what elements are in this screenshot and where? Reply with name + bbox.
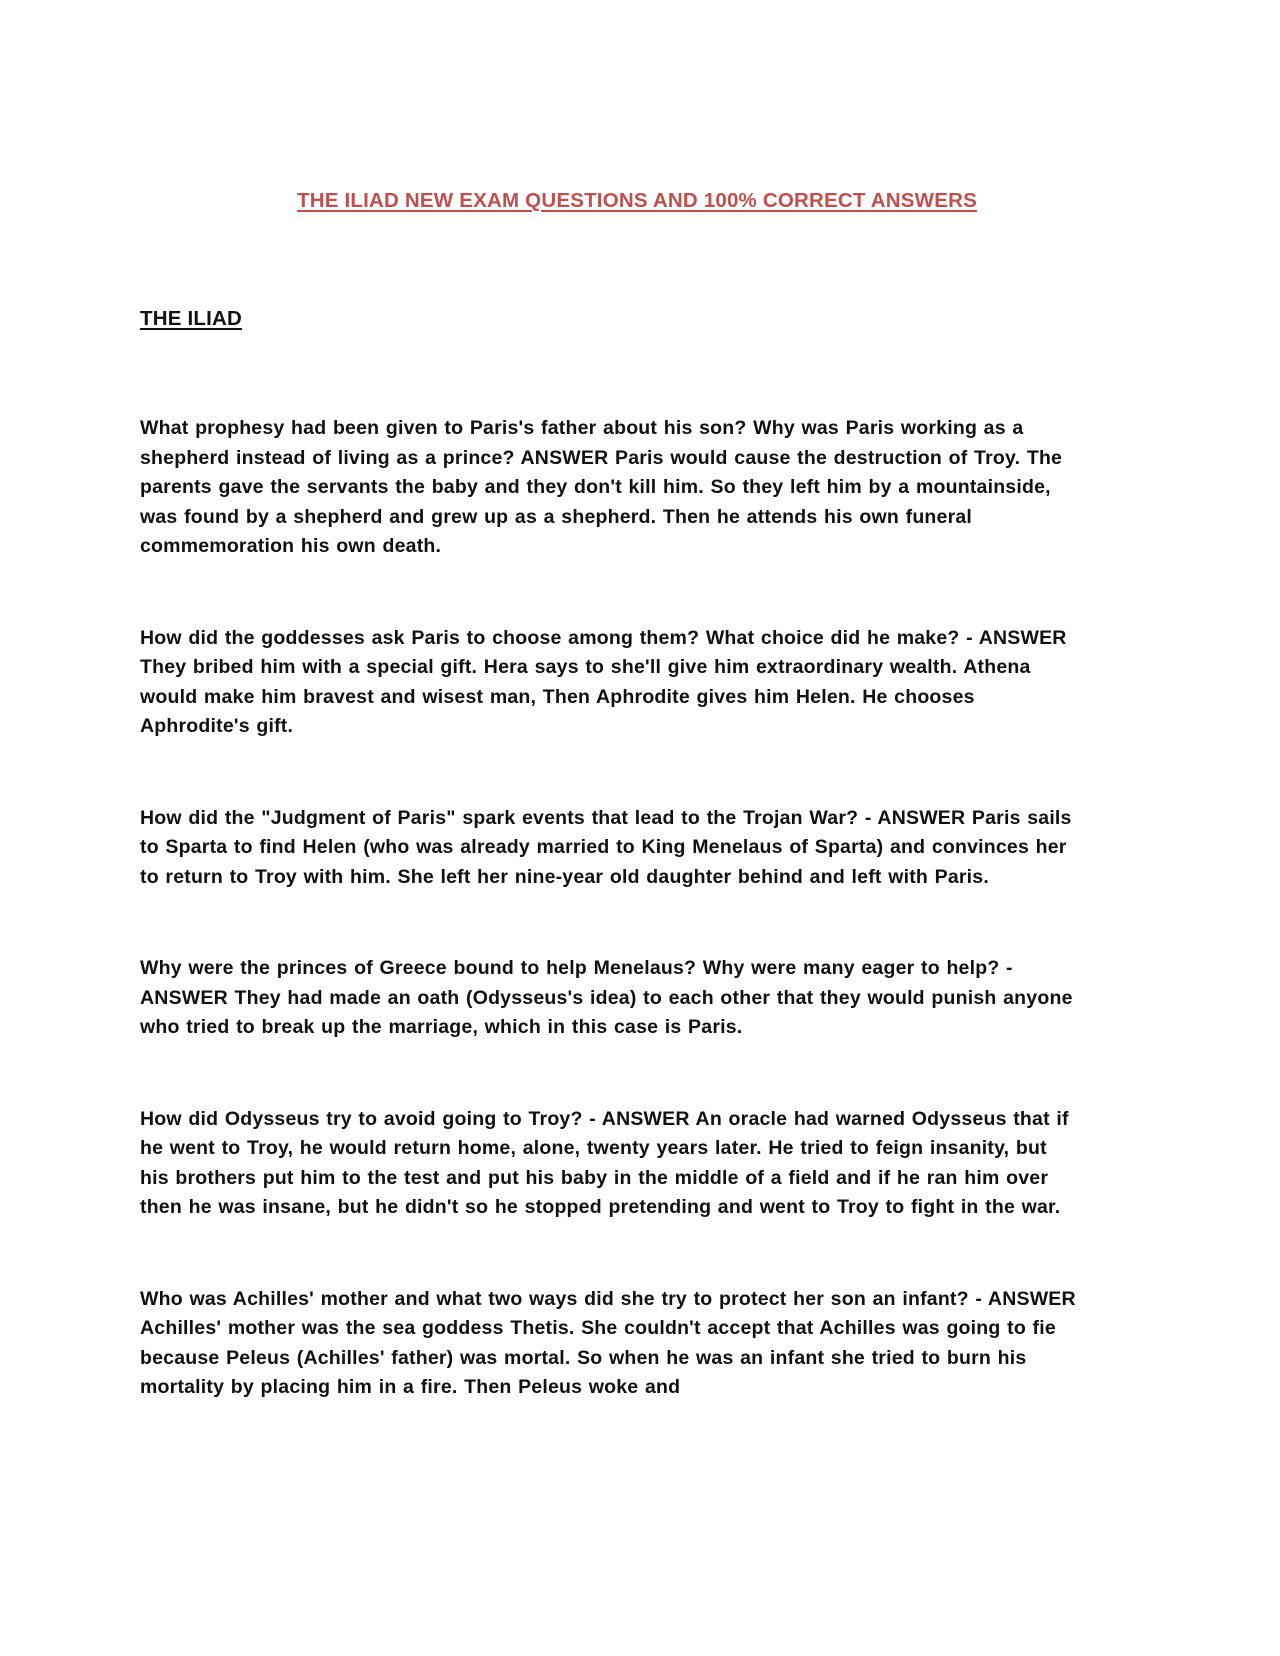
qa-paragraph: How did the "Judgment of Paris" spark events that lead to the Trojan War? - ANSWER Paris sails to Sparta to find Helen (who was already married to King Menelaus of Sparta) and convinces her to return to Troy with him. She left her nine-year old daughter behind and left with Paris. xyxy=(140,806,1072,888)
qa-paragraph: Who was Achilles' mother and what two ways did she try to protect her son an infant? - ANSWER Achilles' mother was the sea goddess Thetis. She couldn't accept that Achilles was going to fie because Peleus (Achilles' father) was mortal. So when he was an infant she tried to burn his mortality by placing him in a fire. Then Peleus woke and xyxy=(140,1287,1076,1398)
document-title: THE ILIAD NEW EXAM QUESTIONS AND 100% CORRECT ANSWERS xyxy=(297,189,977,212)
qa-paragraph: How did Odysseus try to avoid going to Troy? - ANSWER An oracle had warned Odysseus that if he went to Troy, he would return home, alone, twenty years later. He tried to feign insanity, but his brothers put him to the test and put his baby in the middle of a field and if he ran him over then he was insane, but he didn't so he stopped pretending and went to Troy to fight in the war. xyxy=(140,1107,1069,1218)
qa-paragraph: Why were the princes of Greece bound to help Menelaus? Why were many eager to help? - ANSWER They had made an oath (Odysseus's idea) to each other that they would punish anyone who tried to break up the marriage, which in this case is Paris. xyxy=(140,957,1073,1038)
qa-paragraph: What prophesy had been given to Paris's father about his son? Why was Paris working as a shepherd instead of living as a prince? ANSWER Paris would cause the destruction of Troy. The parents gave the servants the baby and they don't kill him. So they left him by a mountainside, was found by a shepherd and grew up as a shepherd. Then he attends his own funeral commemoration his own death. xyxy=(140,417,1063,557)
section-heading: THE ILIAD xyxy=(140,307,243,330)
qa-paragraph: How did the goddesses ask Paris to choose among them? What choice did he make? - ANSWER They bribed him with a special gift. Hera says to she'll give him extraordinary wealth. Athena would make him bravest and wisest man, Then Aphrodite gives him Helen. He chooses Aphrodite's gift. xyxy=(140,626,1067,737)
